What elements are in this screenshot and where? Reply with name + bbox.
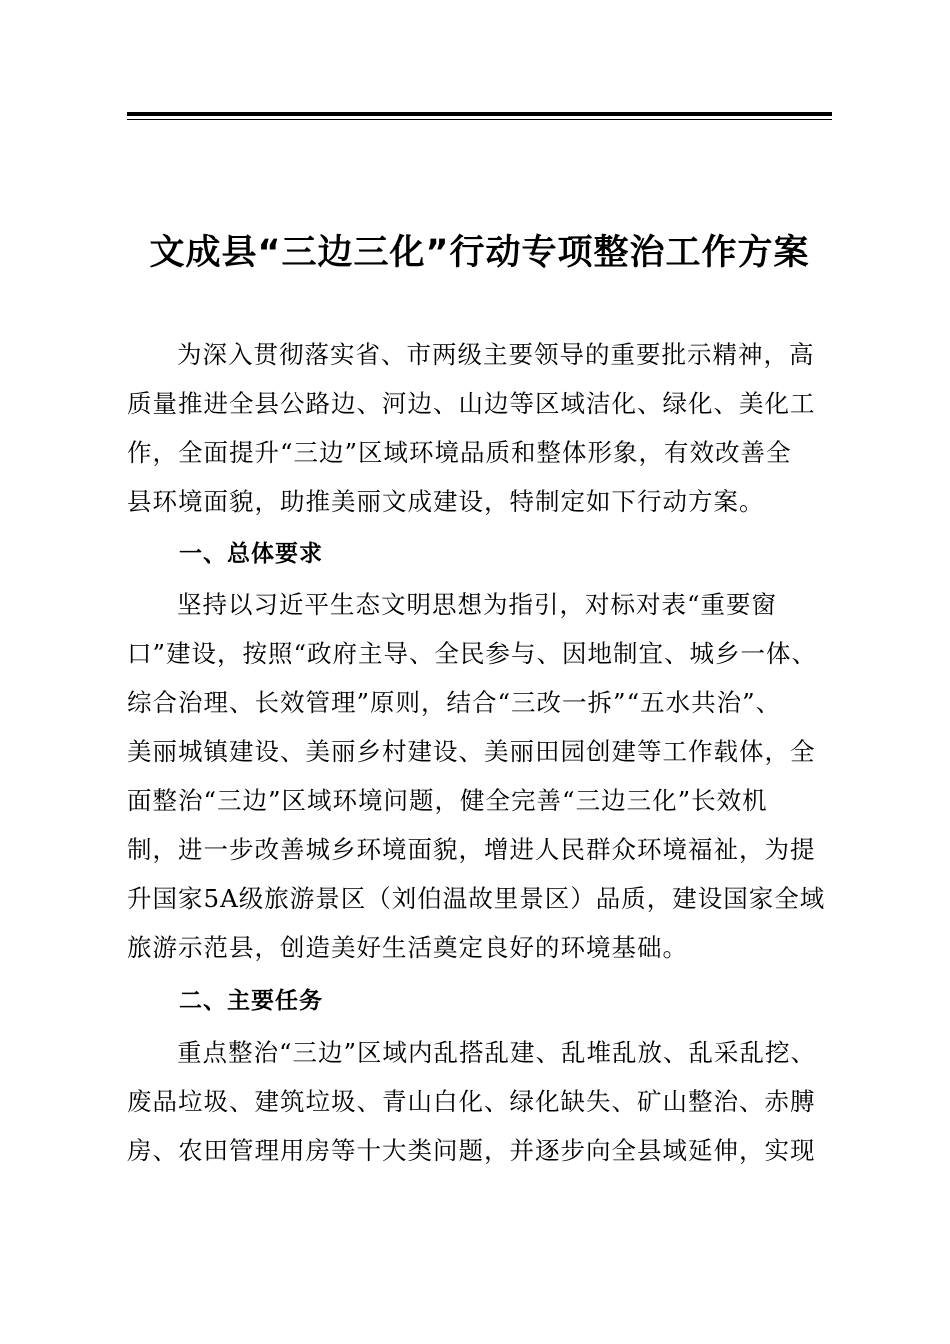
intro-line-1: 为深入贯彻落实省、市两级主要领导的重要批示精神，高	[177, 340, 815, 369]
section1-line-4: 美丽城镇建设、美丽乡村建设、美丽田园创建等工作载体，全	[127, 737, 816, 766]
intro-paragraph	[127, 330, 832, 526]
intro-line-2: 质量推进全县公路边、河边、山边等区域洁化、绿化、美化工	[127, 389, 816, 418]
header-rule-thin	[127, 119, 832, 120]
section1-line-8: 旅游示范县，创造美好生活奠定良好的环境基础。	[127, 933, 688, 962]
section1-line-1: 坚持以习近平生态文明思想为指引，对标对表“重要窗	[177, 590, 778, 619]
intro-line-3: 作，全面提升“三边”区域环境品质和整体形象，有效改善全	[127, 438, 792, 467]
section2-line-3: 房、农田管理用房等十大类问题，并逐步向全县域延伸，实现	[127, 1136, 816, 1165]
section1-line-2: 口”建设，按照“政府主导、全民参与、因地制宜、城乡一体、	[127, 639, 818, 668]
section2-paragraph	[127, 1028, 832, 1175]
section2-heading: 二、主要任务	[179, 988, 323, 1014]
section2-line-2: 废品垃圾、建筑垃圾、青山白化、绿化缺失、矿山整治、赤膊	[127, 1087, 816, 1116]
intro-line-4: 县环境面貌，助推美丽文成建设，特制定如下行动方案。	[127, 487, 765, 516]
section1-line-3: 综合治理、长效管理”原则，结合“三改一拆”“五水共治”、	[127, 688, 782, 717]
section2-line-1: 重点整治“三边”区域内乱搭乱建、乱堆乱放、乱采乱挖、	[177, 1038, 817, 1067]
section1-heading: 一、总体要求	[179, 541, 323, 567]
section1-line-6: 制，进一步改善城乡环境面貌，增进人民群众环境福祉，为提	[127, 835, 816, 864]
section1-line-7: 升国家5A级旅游景区（刘伯温故里景区）品质，建设国家全域	[127, 884, 826, 913]
section1-paragraph	[127, 580, 832, 972]
header-rule-thick	[127, 112, 832, 116]
document-title: 文成县“三边三化”行动专项整治工作方案	[149, 233, 810, 273]
section1-line-5: 面整治“三边”区域环境问题，健全完善“三边三化”长效机	[127, 786, 768, 815]
